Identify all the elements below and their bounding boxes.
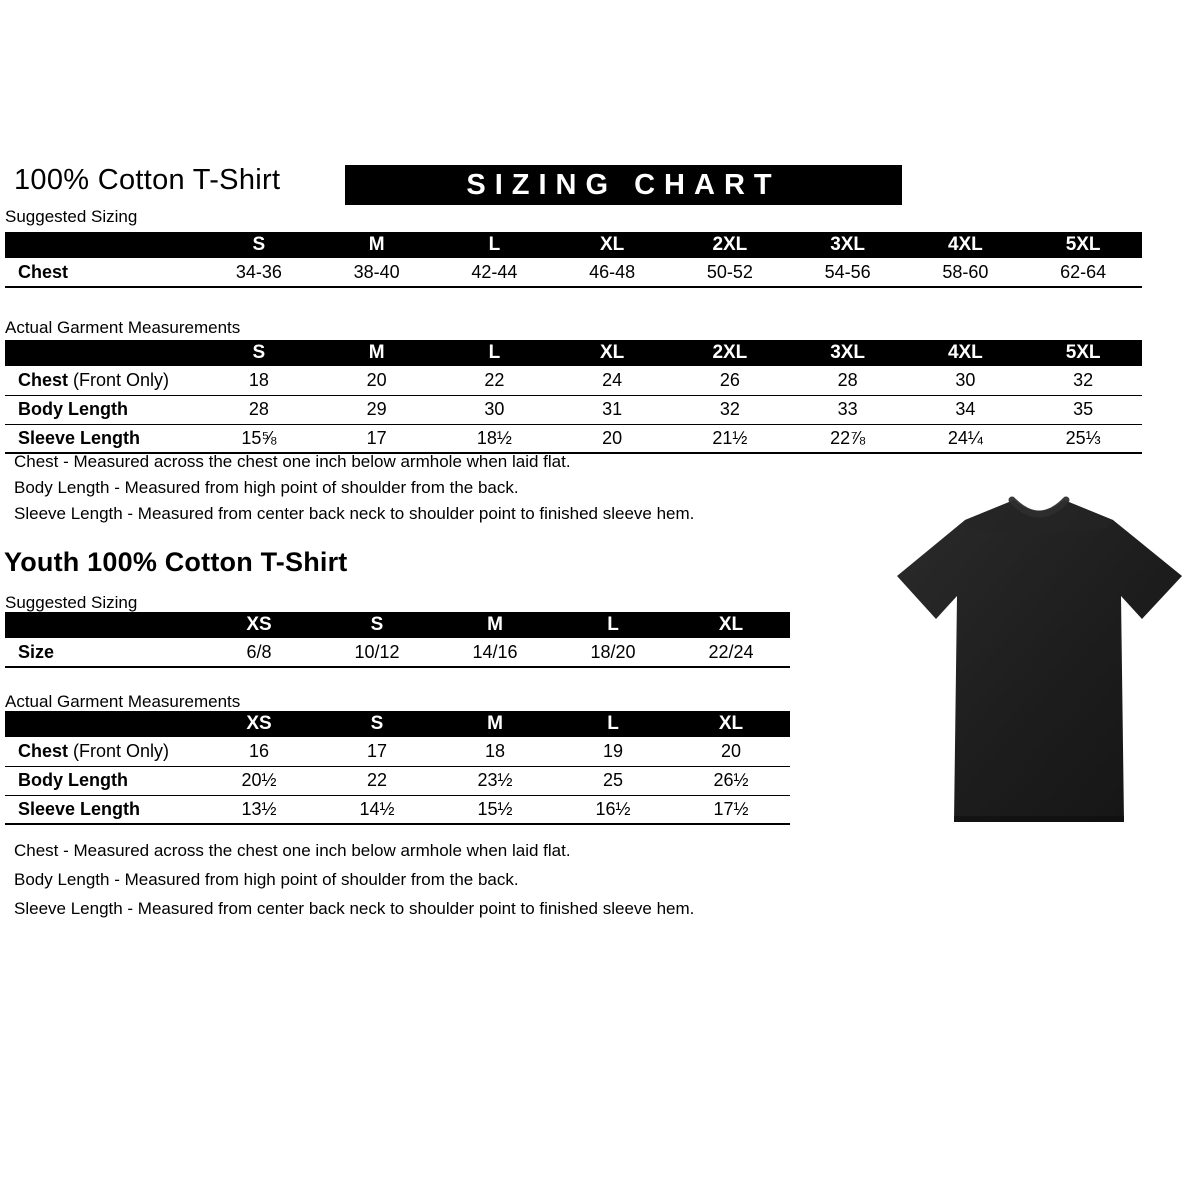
adult-section-title: 100% Cotton T-Shirt: [14, 164, 281, 196]
tshirt-hem: [954, 816, 1124, 822]
youth-suggested-sizing-table: [5, 612, 790, 668]
row-label-cell: [5, 424, 200, 453]
measurement-value-cell: 42-44: [436, 258, 554, 287]
measurement-value-cell: 54-56: [789, 258, 907, 287]
row-label-cell: [5, 366, 200, 395]
size-header-cell: XL: [672, 711, 790, 737]
youth-actual-measurements-label: Actual Garment Measurements: [5, 692, 241, 711]
row-label-cell: [5, 737, 200, 766]
size-header-cell: XS: [200, 612, 318, 638]
row-label-suffix: (Front Only): [68, 740, 170, 761]
measurement-value-cell: 17: [318, 737, 436, 766]
measurement-value-cell: 15½: [436, 795, 554, 824]
size-header-cell: XL: [553, 232, 671, 258]
size-header-row: [5, 340, 1142, 366]
size-header-cell: L: [436, 232, 554, 258]
measurement-value-cell: 30: [907, 366, 1025, 395]
youth-suggested-sizing-label: Suggested Sizing: [5, 593, 138, 612]
measurement-value-cell: 50-52: [671, 258, 789, 287]
measurement-value-cell: 16½: [554, 795, 672, 824]
size-header-cell: 2XL: [671, 232, 789, 258]
adult-actual-measurements-table: [5, 340, 1142, 454]
measurement-row: [5, 424, 1142, 453]
measurement-value-cell: 22⅞: [789, 424, 907, 453]
row-label-text: Chest: [18, 369, 69, 390]
size-header-cell: S: [200, 232, 318, 258]
measurement-note: Body Length - Measured from high point of shoulder from the back.: [14, 870, 519, 889]
measurement-value-cell: 22: [436, 366, 554, 395]
size-header-cell: 3XL: [789, 340, 907, 366]
measurement-value-cell: 46-48: [553, 258, 671, 287]
measurement-value-cell: 26: [671, 366, 789, 395]
size-header-row: [5, 232, 1142, 258]
row-label-cell: [5, 766, 200, 795]
measurement-note: Chest - Measured across the chest one inch below armhole when laid flat.: [14, 452, 571, 471]
measurement-value-cell: 25⅓: [1024, 424, 1142, 453]
measurement-value-cell: 22: [318, 766, 436, 795]
size-header-cell: 2XL: [671, 340, 789, 366]
measurement-value-cell: 20: [553, 424, 671, 453]
measurement-value-cell: 13½: [200, 795, 318, 824]
measurement-value-cell: 34-36: [200, 258, 318, 287]
corner-header-cell: [5, 711, 200, 737]
adult-actual-measurements-label: Actual Garment Measurements: [5, 318, 241, 337]
size-header-cell: M: [436, 711, 554, 737]
row-label-text: Sleeve Length: [18, 427, 141, 448]
measurement-note: Sleeve Length - Measured from center back neck to shoulder point to finished sleeve hem.: [14, 504, 695, 523]
measurement-row: [5, 366, 1142, 395]
size-header-cell: XS: [200, 711, 318, 737]
measurement-value-cell: 23½: [436, 766, 554, 795]
size-header-cell: 4XL: [907, 340, 1025, 366]
tshirt-graphic: [893, 476, 1189, 836]
size-header-cell: 5XL: [1024, 232, 1142, 258]
measurement-value-cell: 14/16: [436, 638, 554, 667]
size-header-cell: L: [436, 340, 554, 366]
measurement-value-cell: 18: [200, 366, 318, 395]
tshirt-body: [897, 500, 1182, 822]
measurement-row: [5, 638, 790, 667]
measurement-value-cell: 31: [553, 395, 671, 424]
size-header-cell: S: [318, 612, 436, 638]
size-header-row: [5, 612, 790, 638]
measurement-value-cell: 18: [436, 737, 554, 766]
size-header-cell: 5XL: [1024, 340, 1142, 366]
measurement-note: Body Length - Measured from high point of shoulder from the back.: [14, 478, 519, 497]
youth-section-title: Youth 100% Cotton T-Shirt: [4, 547, 348, 577]
sizing-chart-banner: SIZING CHART: [345, 165, 902, 205]
measurement-value-cell: 32: [671, 395, 789, 424]
row-label-text: Chest: [18, 261, 69, 282]
measurement-value-cell: 22/24: [672, 638, 790, 667]
row-label-text: Body Length: [18, 399, 128, 419]
size-header-cell: XL: [553, 340, 671, 366]
measurement-value-cell: 24: [553, 366, 671, 395]
measurement-value-cell: 18/20: [554, 638, 672, 667]
row-label-cell: [5, 258, 200, 287]
measurement-value-cell: 25: [554, 766, 672, 795]
youth-measurement-notes: [14, 841, 834, 928]
measurement-value-cell: 30: [436, 395, 554, 424]
measurement-value-cell: 32: [1024, 366, 1142, 395]
measurement-value-cell: 35: [1024, 395, 1142, 424]
measurement-row: [5, 737, 790, 766]
row-label-cell: [5, 395, 200, 424]
measurement-value-cell: 20½: [200, 766, 318, 795]
row-label-cell: [5, 795, 200, 824]
size-header-cell: L: [554, 612, 672, 638]
row-label-text: Size: [18, 641, 55, 662]
corner-header-cell: [5, 232, 200, 258]
youth-actual-measurements-table: [5, 711, 790, 825]
measurement-value-cell: 38-40: [318, 258, 436, 287]
measurement-value-cell: 62-64: [1024, 258, 1142, 287]
measurement-value-cell: 24¼: [907, 424, 1025, 453]
size-header-cell: S: [318, 711, 436, 737]
measurement-value-cell: 19: [554, 737, 672, 766]
measurement-value-cell: 33: [789, 395, 907, 424]
measurement-value-cell: 58-60: [907, 258, 1025, 287]
row-label-text: Chest: [18, 740, 69, 761]
measurement-value-cell: 28: [200, 395, 318, 424]
measurement-value-cell: 20: [672, 737, 790, 766]
measurement-value-cell: 17: [318, 424, 436, 453]
black-tshirt-image: [893, 476, 1189, 836]
row-label-text: Sleeve Length: [18, 798, 141, 819]
measurement-row: [5, 766, 790, 795]
size-header-cell: 4XL: [907, 232, 1025, 258]
measurement-value-cell: 15⅝: [200, 424, 318, 453]
size-header-cell: L: [554, 711, 672, 737]
measurement-value-cell: 6/8: [200, 638, 318, 667]
measurement-value-cell: 34: [907, 395, 1025, 424]
adult-measurement-notes: [14, 452, 834, 530]
size-header-row: [5, 711, 790, 737]
measurement-value-cell: 28: [789, 366, 907, 395]
adult-suggested-sizing-table: [5, 232, 1142, 288]
corner-header-cell: [5, 612, 200, 638]
measurement-value-cell: 10/12: [318, 638, 436, 667]
tshirt-shoulder-shade: [965, 500, 1113, 534]
size-header-cell: XL: [672, 612, 790, 638]
size-header-cell: S: [200, 340, 318, 366]
corner-header-cell: [5, 340, 200, 366]
size-header-cell: 3XL: [789, 232, 907, 258]
size-header-cell: M: [436, 612, 554, 638]
row-label-suffix: (Front Only): [68, 369, 170, 390]
size-header-cell: M: [318, 232, 436, 258]
measurement-row: [5, 258, 1142, 287]
measurement-value-cell: 21½: [671, 424, 789, 453]
adult-suggested-sizing-label: Suggested Sizing: [5, 207, 138, 226]
measurement-value-cell: 16: [200, 737, 318, 766]
measurement-value-cell: 17½: [672, 795, 790, 824]
measurement-value-cell: 26½: [672, 766, 790, 795]
measurement-row: [5, 395, 1142, 424]
measurement-value-cell: 29: [318, 395, 436, 424]
measurement-value-cell: 14½: [318, 795, 436, 824]
measurement-note: Chest - Measured across the chest one inch below armhole when laid flat.: [14, 841, 571, 860]
size-header-cell: M: [318, 340, 436, 366]
measurement-value-cell: 18½: [436, 424, 554, 453]
measurement-note: Sleeve Length - Measured from center back neck to shoulder point to finished sleeve hem.: [14, 899, 695, 918]
measurement-row: [5, 795, 790, 824]
row-label-cell: [5, 638, 200, 667]
measurement-value-cell: 20: [318, 366, 436, 395]
row-label-text: Body Length: [18, 770, 128, 790]
